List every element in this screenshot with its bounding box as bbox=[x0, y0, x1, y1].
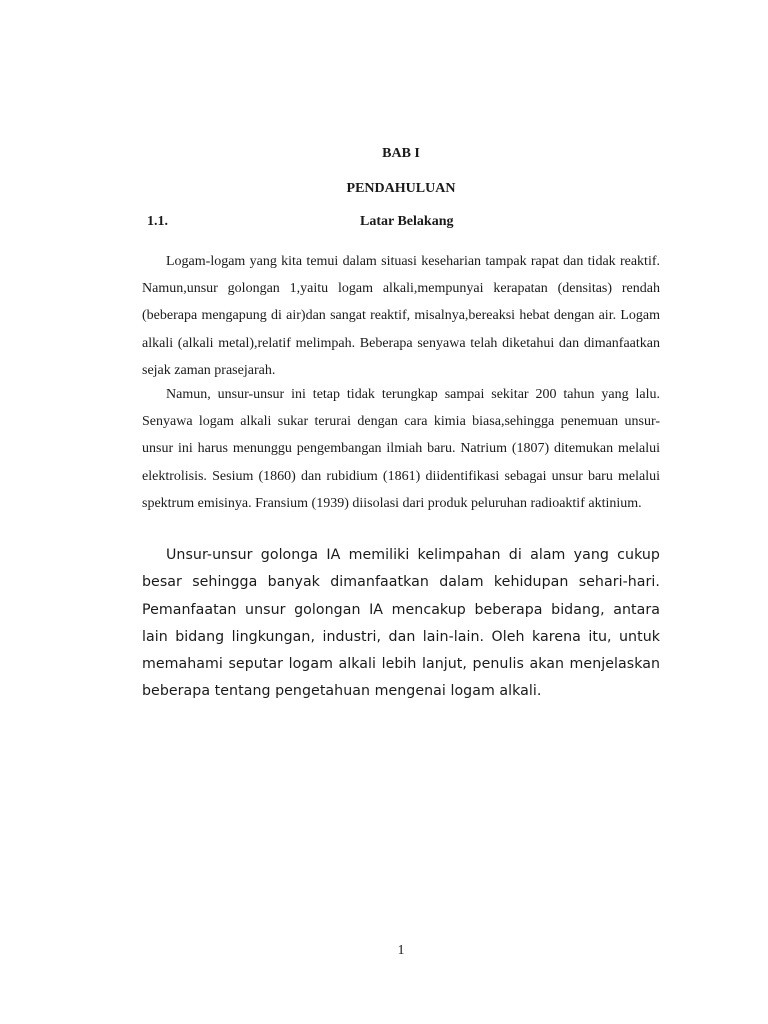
section-number: 1.1. bbox=[147, 214, 168, 229]
section-title: Latar Belakang bbox=[360, 214, 454, 229]
chapter-heading: BAB I bbox=[382, 146, 420, 161]
paragraph-1: Logam-logam yang kita temui dalam situasi keseharian tampak rapat dan tidak reaktif. Namun,unsur golongan 1,yaitu logam alkali,mempunyai kerapatan (densitas) rendah (beberapa mengapung di air)dan sangat reaktif, misalnya,bereaksi hebat dengan air. Logam alkali (alkali metal),relatif melimpah. Beberapa senyawa telah diketahui dan dimanfaatkan sejak zaman prasejarah. bbox=[142, 254, 660, 378]
page-number: 1 bbox=[397, 943, 405, 958]
paragraph-3: Unsur-unsur golonga IA memiliki kelimpahan di alam yang cukup besar sehingga banyak dimanfaatkan dalam kehidupan sehari-hari. Pemanfaatan unsur golongan IA mencakup beberapa bidang, antara lain bidang lingkungan, industri, dan lain-lain. Oleh karena itu, untuk memahami seputar logam alkali lebih lanjut, penulis akan menjelaskan beberapa tentang pengetahuan mengenai logam alkali. bbox=[142, 547, 660, 700]
paragraph-2: Namun, unsur-unsur ini tetap tidak terungkap sampai sekitar 200 tahun yang lalu. Senyawa logam alkali sukar terurai dengan cara kimia biasa,sehingga penemuan unsur-unsur ini harus menunggu pengembangan ilmiah baru. Natrium (1807) ditemukan melalui elektrolisis. Sesium (1860) dan rubidium (1861) diidentifikasi sebagai unsur baru melalui spektrum emisinya. Fransium (1939) diisolasi dari produk peluruhan radioaktif aktinium. bbox=[142, 387, 660, 511]
chapter-title: PENDAHULUAN bbox=[346, 181, 456, 196]
